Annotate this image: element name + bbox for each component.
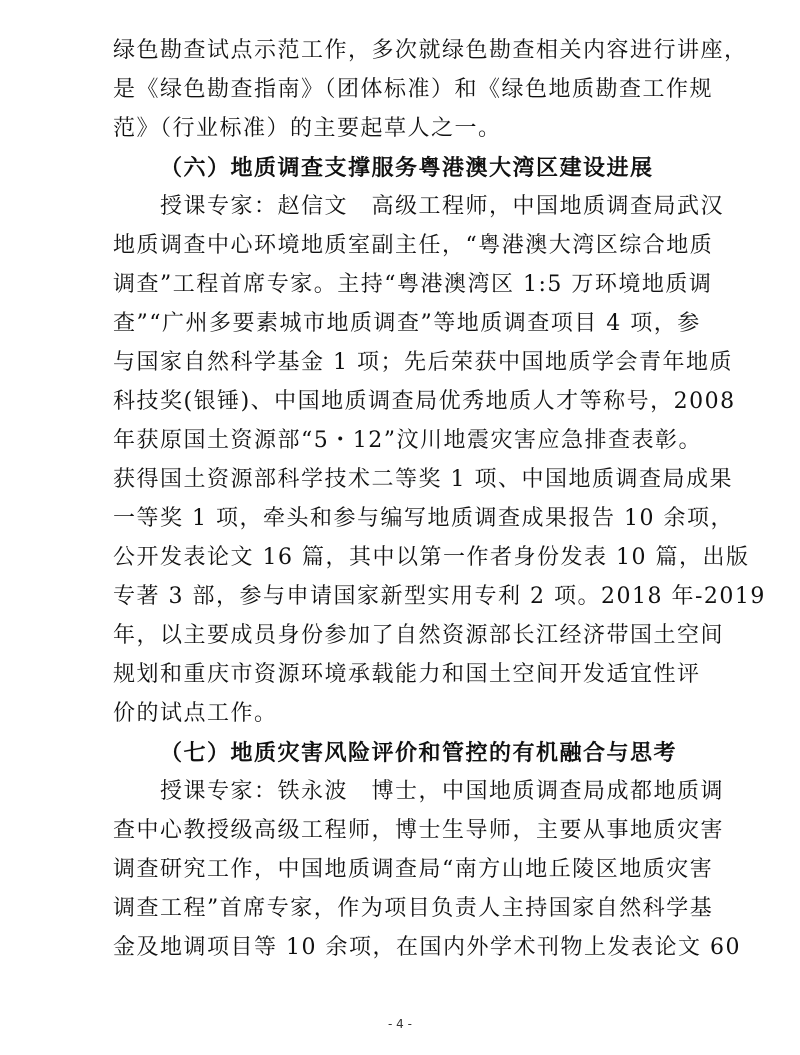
paragraph-line: 获得国土资源部科学技术二等奖 1 项、中国地质调查局成果 (113, 467, 733, 492)
paragraph-line: 范》（行业标准）的主要起草人之一。 (113, 116, 502, 141)
paragraph-line: 科技奖(银锤)、中国地质调查局优秀地质人才等称号，2008 (113, 389, 736, 414)
paragraph-line: 调查”工程首席专家。主持“粤港澳湾区 1:5 万环境地质调 (113, 272, 713, 297)
paragraph-line: 专著 3 部，参与申请国家新型实用专利 2 项。2018 年-2019 (113, 584, 766, 609)
section-heading-6: （六）地质调查支撑服务粤港澳大湾区建设进展 (160, 155, 654, 181)
paragraph-line: 年，以主要成员身份参加了自然资源部长江经济带国土空间 (113, 623, 725, 648)
paragraph-line: 公开发表论文 16 篇，其中以第一作者身份发表 10 篇，出版 (113, 545, 750, 570)
paragraph-line: 一等奖 1 项，牵头和参与编写地质调查成果报告 10 余项， (113, 506, 734, 531)
paragraph-line: 金及地调项目等 10 余项，在国内外学术刊物上发表论文 60 (113, 935, 741, 960)
paragraph-line: 与国家自然科学基金 1 项；先后荣获中国地质学会青年地质 (113, 350, 733, 375)
paragraph-line: 绿色勘查试点示范工作，多次就绿色勘查相关内容进行讲座， (113, 38, 748, 63)
page-number: - 4 - (388, 1017, 412, 1031)
paragraph-line: 年获原国土资源部“5・12”汶川地震灾害应急排查表彰。 (113, 428, 702, 453)
section-heading-7: （七）地质灾害风险评价和管控的有机融合与思考 (160, 740, 678, 766)
paragraph-line: 是《绿色勘查指南》（团体标准）和《绿色地质勘查工作规 (113, 77, 714, 102)
paragraph-line: 查中心教授级高级工程师，博士生导师，主要从事地质灾害 (113, 818, 725, 843)
paragraph-line: 规划和重庆市资源环境承载能力和国土空间开发适宜性评 (113, 662, 701, 687)
paragraph-line: 调查工程”首席专家，作为项目负责人主持国家自然科学基 (113, 896, 714, 921)
paragraph-line: 授课专家：铁永波 博士，中国地质调查局成都地质调 (160, 779, 725, 804)
paragraph-line: 地质调查中心环境地质室副主任，“粤港澳大湾区综合地质 (113, 233, 714, 258)
paragraph-line: 价的试点工作。 (113, 701, 278, 726)
paragraph-line: 查”“广州多要素城市地质调查”等地质调查项目 4 项，参 (113, 311, 701, 336)
paragraph-line: 授课专家：赵信文 高级工程师，中国地质调查局武汉 (160, 194, 725, 219)
paragraph-line: 调查研究工作，中国地质调查局“南方山地丘陵区地质灾害 (113, 857, 714, 882)
